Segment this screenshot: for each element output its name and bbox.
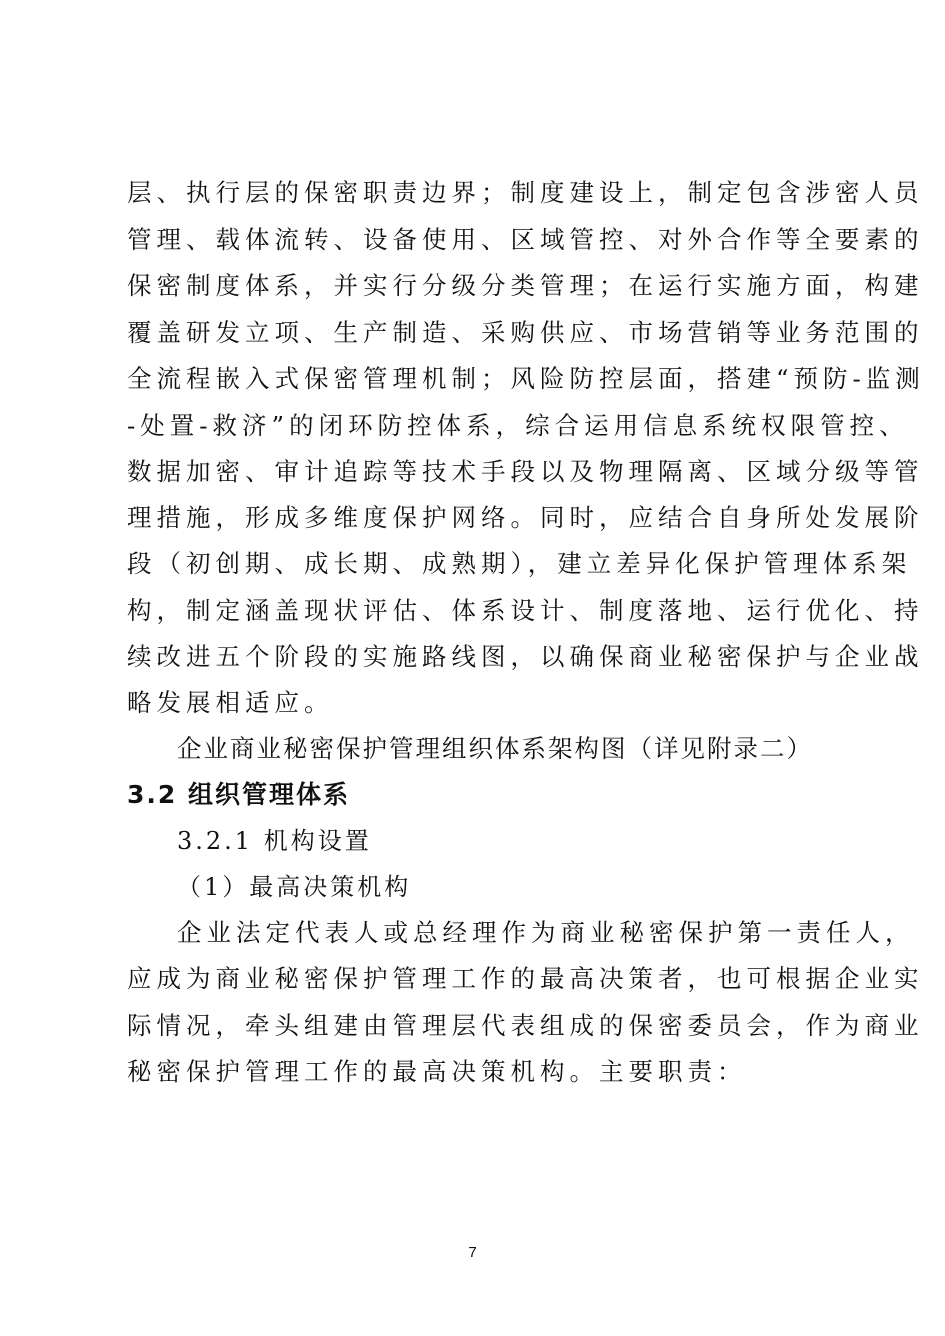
page-number: 7 [468, 1244, 477, 1261]
paragraph-line: 理措施，形成多维度保护网络。同时，应结合自身所处发展阶 [127, 503, 924, 532]
paragraph-line: 管理、载体流转、设备使用、区域管控、对外合作等全要素的 [127, 225, 924, 254]
paragraph-line: 应成为商业秘密保护管理工作的最高决策者，也可根据企业实 [127, 964, 924, 993]
paragraph-line: 构，制定涵盖现状评估、体系设计、制度落地、运行优化、持 [127, 596, 924, 625]
paragraph-line: 际情况，牵头组建由管理层代表组成的保密委员会，作为商业 [127, 1011, 924, 1040]
paragraph-line: -处置-救济”的闭环防控体系，综合运用信息系统权限管控、 [127, 411, 909, 440]
paragraph-line: 层、执行层的保密职责边界；制度建设上，制定包含涉密人员 [127, 178, 924, 207]
paragraph-line: 企业法定代表人或总经理作为商业秘密保护第一责任人， [177, 918, 915, 947]
item-heading: （1）最高决策机构 [177, 873, 412, 901]
subsection-heading: 3.2.1 机构设置 [177, 827, 372, 855]
paragraph-line: 段（初创期、成长期、成熟期），建立差异化保护管理体系架 [127, 549, 912, 578]
paragraph-line: 秘密保护管理工作的最高决策机构。主要职责： [127, 1057, 747, 1086]
figure-reference: 企业商业秘密保护管理组织体系架构图（详见附录二） [177, 734, 813, 763]
section-heading: 3.2 组织管理体系 [127, 780, 350, 809]
paragraph-line: 略发展相适应。 [127, 688, 334, 717]
paragraph-line: 保密制度体系，并实行分级分类管理；在运行实施方面，构建 [127, 271, 924, 300]
paragraph-line: 续改进五个阶段的实施路线图，以确保商业秘密保护与企业战 [127, 642, 924, 671]
paragraph-line: 全流程嵌入式保密管理机制；风险防控层面，搭建“预防-监测 [127, 364, 925, 393]
paragraph-line: 数据加密、审计追踪等技术手段以及物理隔离、区域分级等管 [127, 457, 924, 486]
paragraph-line: 覆盖研发立项、生产制造、采购供应、市场营销等业务范围的 [127, 318, 924, 347]
